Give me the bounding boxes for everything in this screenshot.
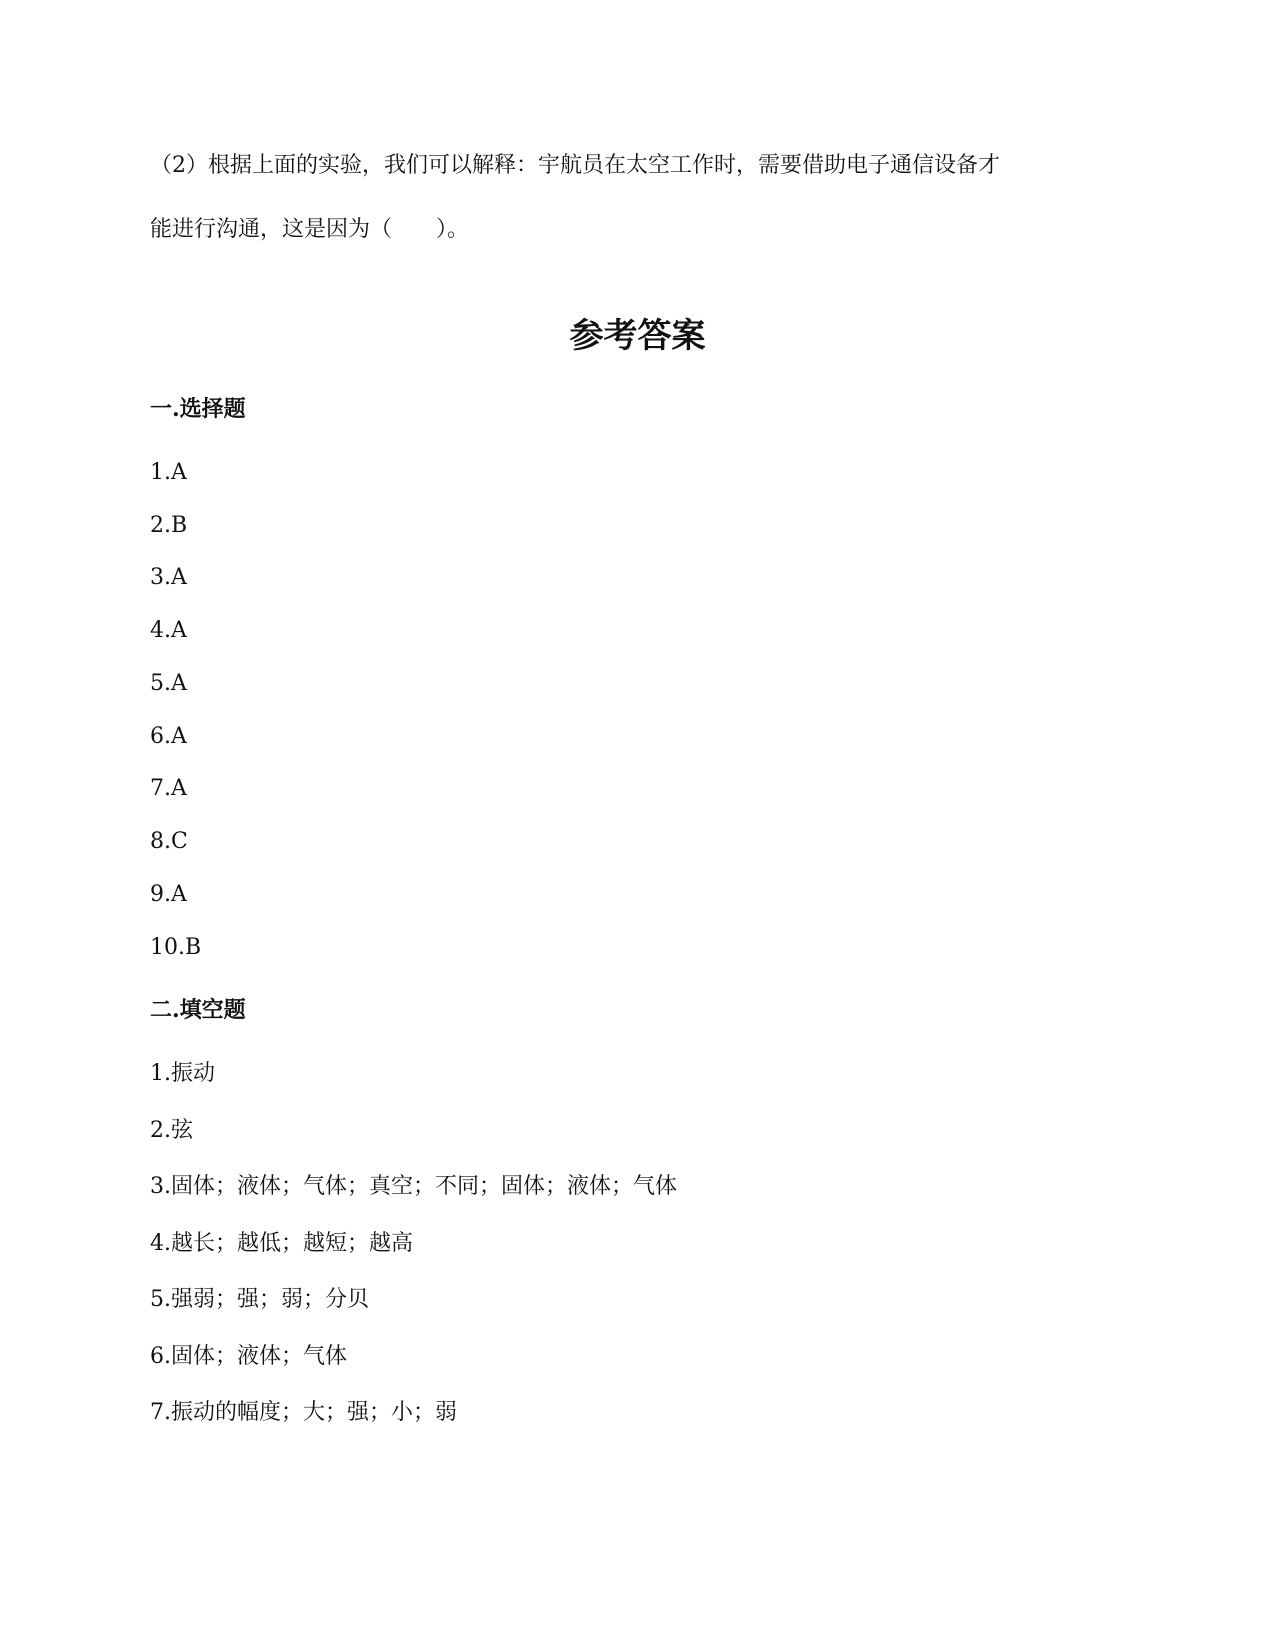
answer-item: 3.固体；液体；气体；真空；不同；固体；液体；气体 bbox=[150, 1174, 677, 1199]
answer-item: 5.A bbox=[150, 671, 187, 696]
answer-item: 4.A bbox=[150, 618, 187, 643]
section-heading-fill-blank: 二.填空题 bbox=[150, 997, 246, 1023]
answer-item: 8.C bbox=[150, 829, 188, 854]
answer-item: 1.振动 bbox=[150, 1061, 215, 1086]
answer-item: 6.A bbox=[150, 724, 187, 749]
answer-item: 2.B bbox=[150, 513, 188, 538]
answer-item: 7.振动的幅度；大；强；小；弱 bbox=[150, 1400, 457, 1425]
answer-item: 5.强弱；强；弱；分贝 bbox=[150, 1287, 369, 1312]
answer-item: 10.B bbox=[150, 935, 202, 960]
answer-item: 9.A bbox=[150, 882, 187, 907]
answer-item: 3.A bbox=[150, 565, 187, 590]
section-heading-choice: 一.选择题 bbox=[150, 396, 246, 422]
question-text-line-1: （2）根据上面的实验，我们可以解释：宇航员在太空工作时，需要借助电子通信设备才 bbox=[150, 153, 1000, 178]
answer-item: 2.弦 bbox=[150, 1118, 193, 1143]
question-text-line-2: 能进行沟通，这是因为（ ）。 bbox=[150, 217, 470, 242]
answer-title: 参考答案 bbox=[569, 316, 706, 356]
answer-item: 7.A bbox=[150, 776, 187, 801]
answer-item: 4.越长；越低；越短；越高 bbox=[150, 1231, 413, 1256]
answer-item: 6.固体；液体；气体 bbox=[150, 1344, 347, 1369]
answer-item: 1.A bbox=[150, 460, 187, 485]
